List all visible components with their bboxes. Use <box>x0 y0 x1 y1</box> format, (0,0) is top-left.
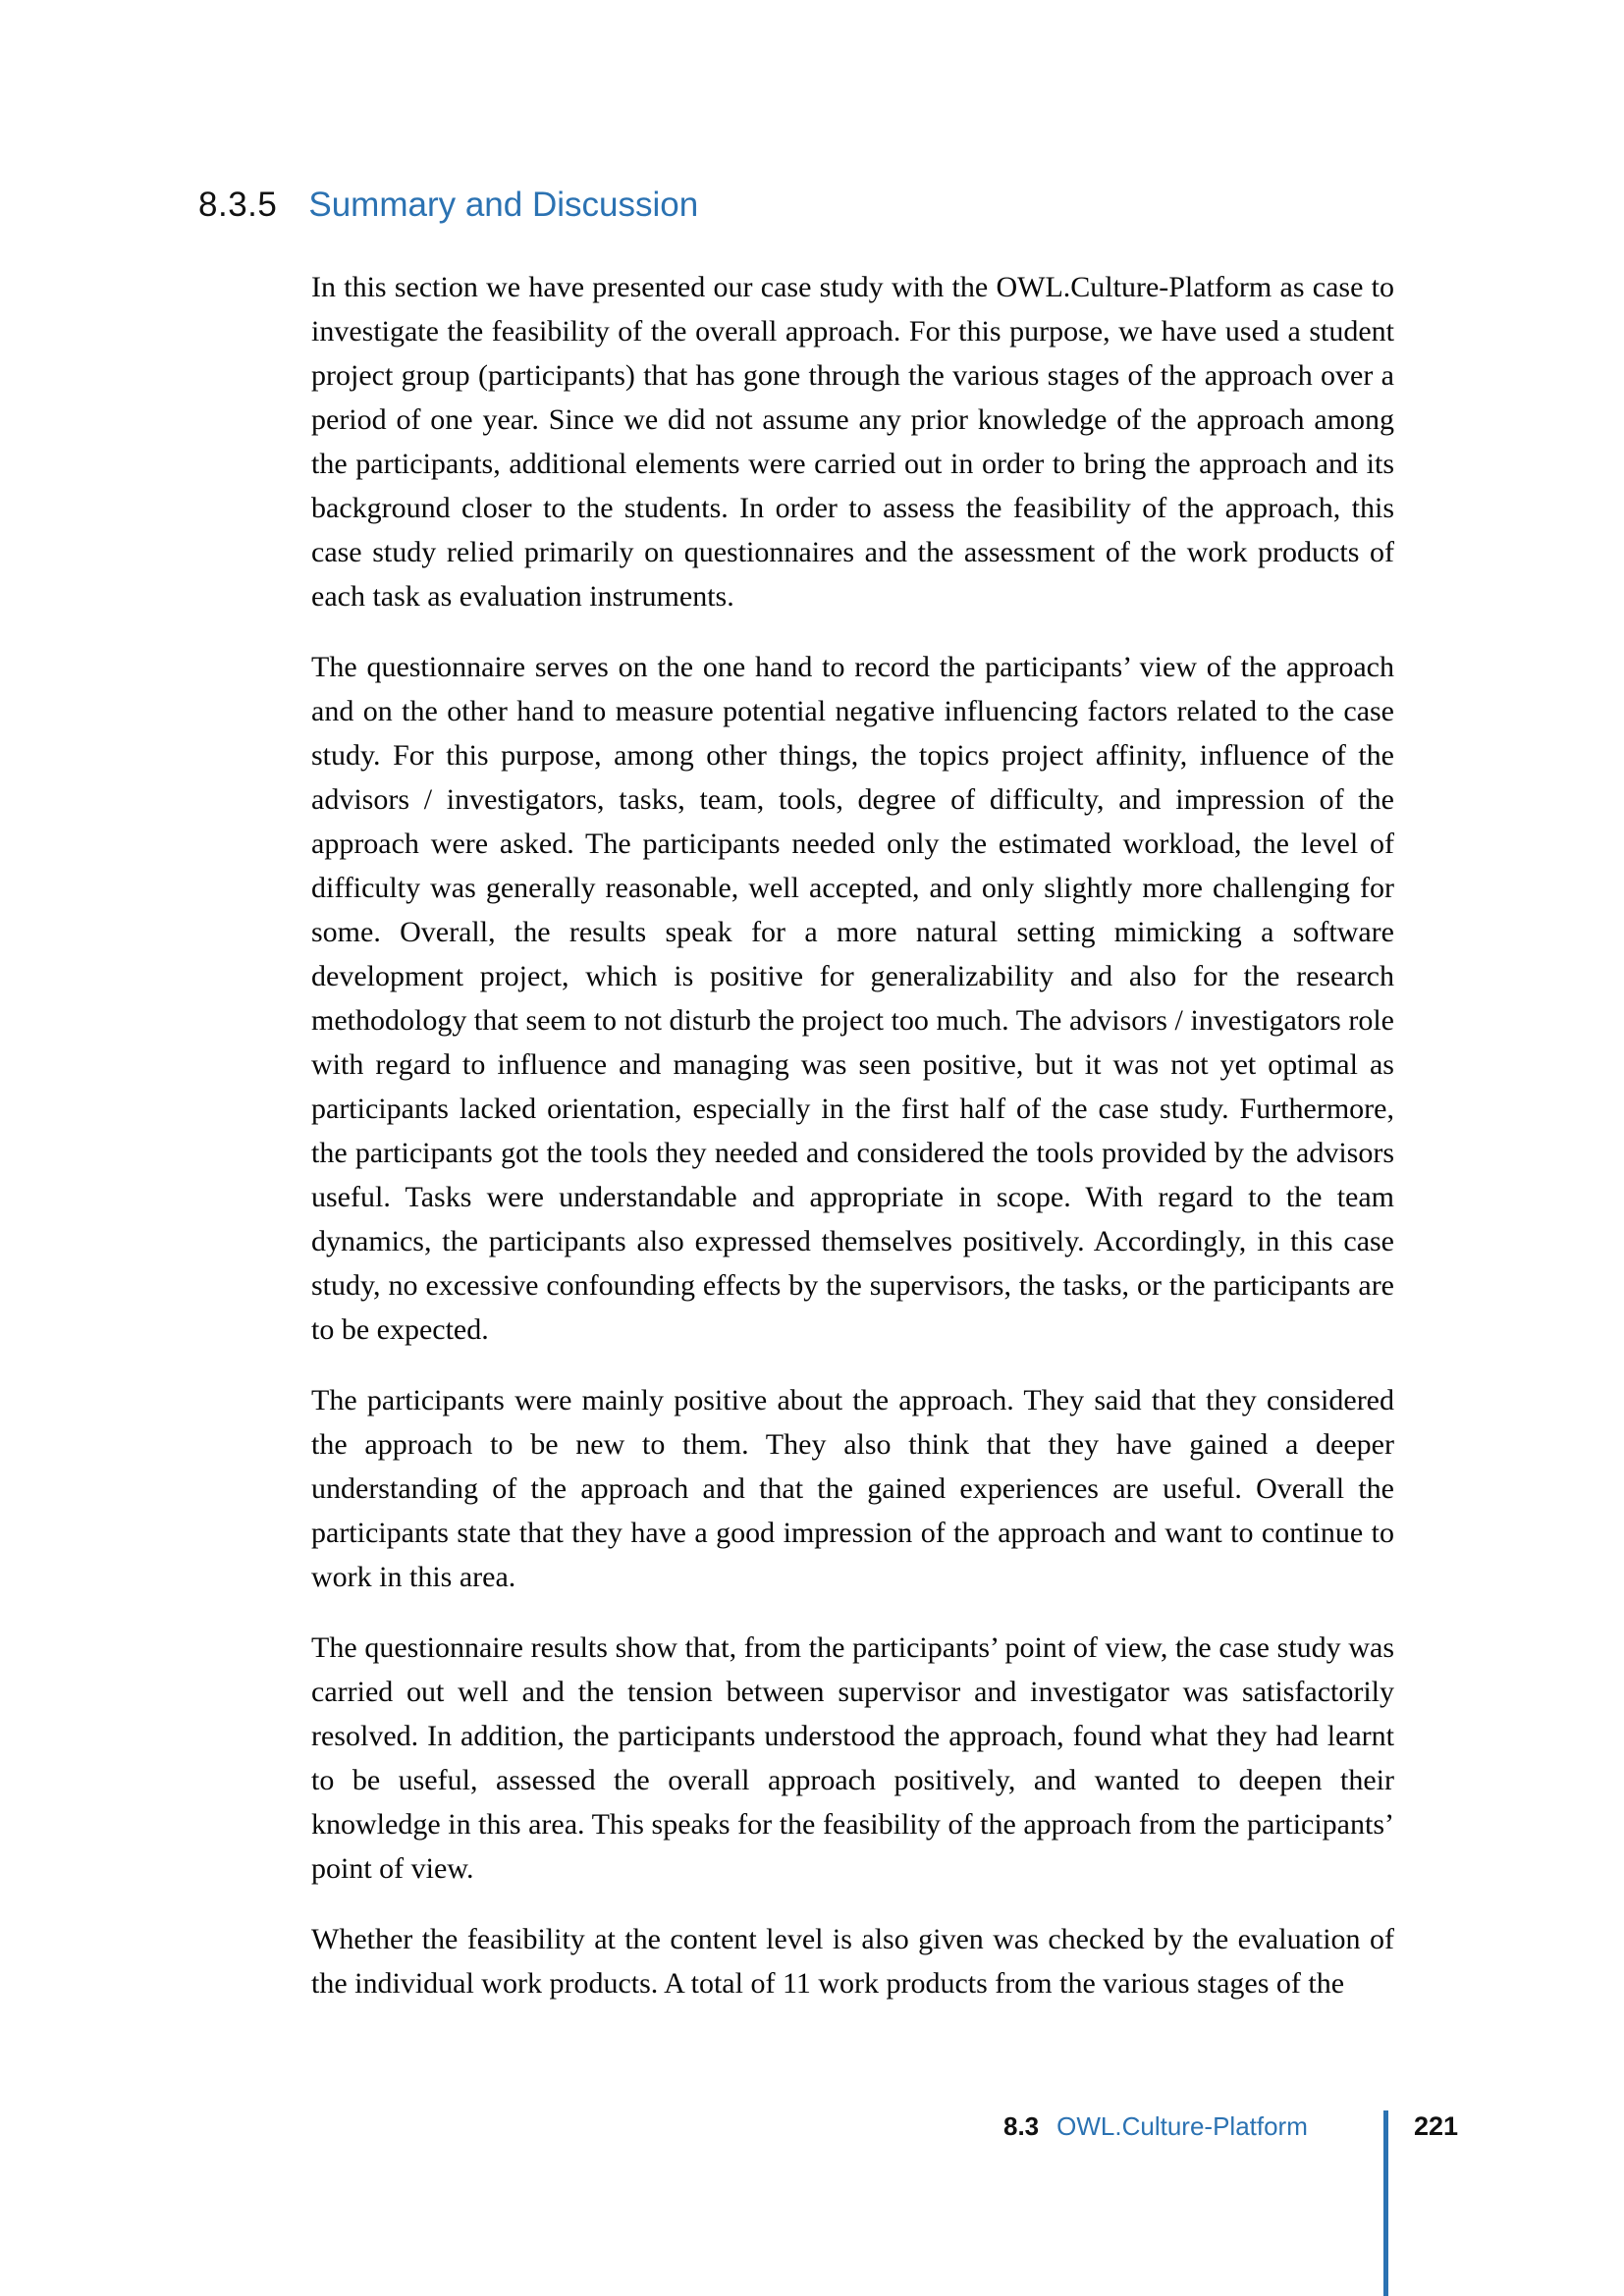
paragraph-3: The participants were mainly positive about the approach. They said that they considered the approach to be new to them. They also think that they have gained a deeper understanding of the approach and that the gained experiences are useful. Overall the participants state that they have a good impression of the approach and want to continue to work in this area. <box>311 1384 1394 1593</box>
section-heading <box>198 187 698 225</box>
running-footer <box>1003 2110 1308 2142</box>
paragraph-2: The questionnaire serves on the one hand to record the participants’ view of the approach and on the other hand to measure potential negative influencing factors related to the case study. For this purpose, among other things, the topics project affinity, influence of the advisors / investigators, tasks, team, tools, degree of difficulty, and impression of the approach were asked. The participants needed only the estimated workload, the level of difficulty was generally reasonable, well accepted, and only slightly more challenging for some. Overall, the results speak for a more natural setting mimicking a software development project, which is positive for generalizability and also for the research methodology that seem to not disturb the project too much. The advisors / investigators role with regard to influence and managing was seen positive, but it was not yet optimal as participants lacked orientation, especially in the first half of the case study. Furthermore, the participants got the tools they needed and considered the tools provided by the advisors useful. Tasks were understandable and appropriate in scope. With regard to the team dynamics, the participants also expressed themselves positively. Accordingly, in this case study, no excessive confounding effects by the supervisors, the tasks, or the participants are to be expected. <box>311 651 1394 1346</box>
paragraph-5: Whether the feasibility at the content level is also given was checked by the evaluation of the individual work products. A total of 11 work products from the various stages of the <box>311 1923 1394 2000</box>
footer-section-number: 8.3 <box>1003 2111 1040 2141</box>
section-heading-number: 8.3.5 <box>198 186 278 224</box>
paragraph-4: The questionnaire results show that, from the participants’ point of view, the case study was carried out well and the tension between supervisor and investigator was satisfactorily resolved. In addition, the participants understood the approach, found what they had learnt to be useful, assessed the overall approach positively, and wanted to deepen their knowledge in this area. This speaks for the feasibility of the approach from the participants’ point of view. <box>311 1631 1394 1885</box>
section-heading-title: Summary and Discussion <box>308 186 699 224</box>
paragraph-1: In this section we have presented our case study with the OWL.Culture-Platform as case to investigate the feasibility of the overall approach. For this purpose, we have used a student project group (participants) that has gone through the various stages of the approach over a period of one year. Since we did not assume any prior knowledge of the approach among the participants, additional elements were carried out in order to bring the approach and its background closer to the students. In order to assess the feasibility of the approach, this case study relied primarily on questionnaires and the assessment of the work products of each task as evaluation instruments. <box>311 271 1394 613</box>
footer-divider <box>1383 2110 1388 2296</box>
footer-section-title: OWL.Culture-Platform <box>1056 2111 1308 2141</box>
page-number: 221 <box>1414 2111 1459 2141</box>
body-text <box>311 265 1394 2032</box>
